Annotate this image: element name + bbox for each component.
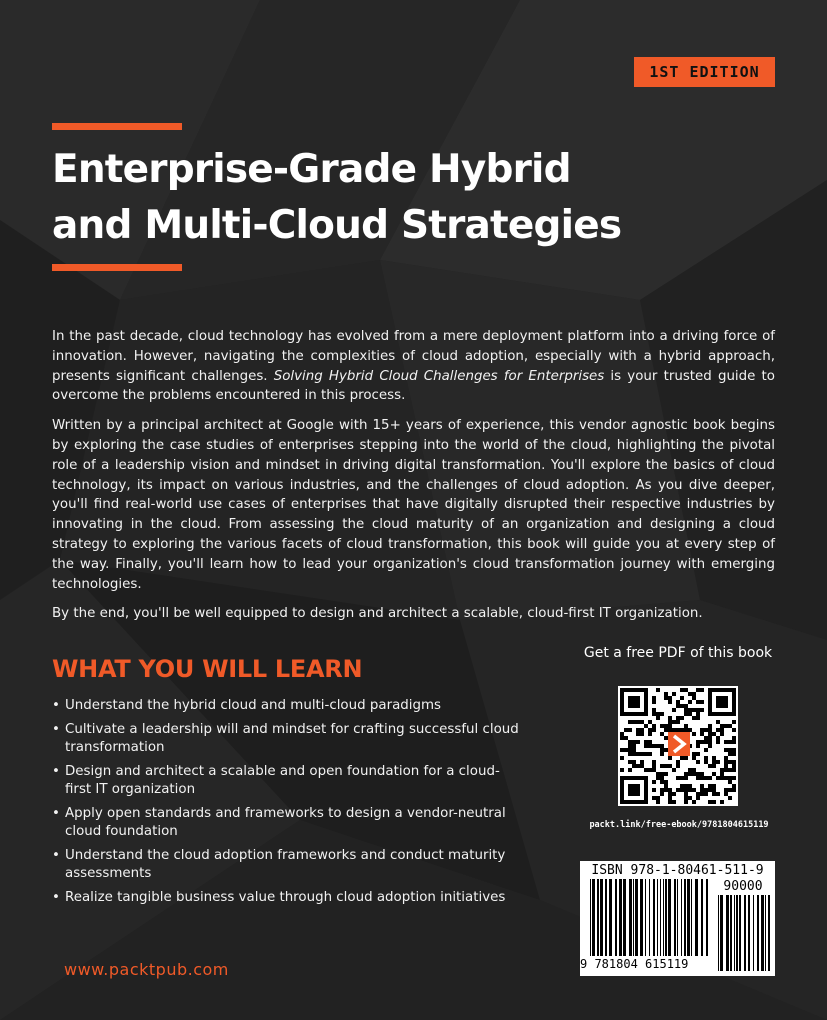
learn-item [52, 721, 522, 757]
bullet-icon: • [52, 764, 60, 779]
learn-item-text: Realize tangible business value through cloud adoption initiatives [65, 890, 506, 905]
description-p1-end: is your trusted guide to overcome the problems encountered in this process. [52, 368, 775, 404]
learn-list [52, 697, 522, 913]
bullet-icon: • [52, 722, 60, 737]
price-code: 90000 [723, 879, 763, 894]
bullet-icon: • [52, 890, 60, 905]
free-pdf-label: Get a free PDF of this book [583, 645, 773, 661]
description-p1-start: In the past decade, cloud technology has evolved from a mere deployment platform into a driving force of innovation. However, navigating the complexities of cloud adoption, especially with a hybrid approach, presents significant challenges. [52, 329, 775, 384]
book-title-line-2: and Multi-Cloud Strategies [52, 203, 622, 248]
publisher-website[interactable]: www.packtpub.com [64, 960, 229, 979]
learn-item [52, 763, 522, 799]
learn-item-text: Understand the hybrid cloud and multi-cloud paradigms [65, 698, 442, 713]
learn-item [52, 697, 522, 715]
learn-item-text: Apply open standards and frameworks to design a vendor-neutral cloud foundation [65, 806, 506, 839]
learn-item [52, 889, 522, 907]
bullet-icon: • [52, 806, 60, 821]
description-paragraph-1 [52, 327, 775, 406]
isbn-number: ISBN 978-1-80461-511-9 [591, 863, 764, 878]
learn-item [52, 805, 522, 841]
book-description [52, 327, 775, 634]
learn-heading: WHAT YOU WILL LEARN [52, 655, 363, 683]
ean-digits: 9 781804 615119 [580, 957, 689, 971]
bullet-icon: • [52, 848, 60, 863]
learn-item-text: Design and architect a scalable and open foundation for a cloud-first IT organization [65, 764, 500, 797]
learn-item-text: Cultivate a leadership will and mindset for crafting successful cloud transformation [65, 722, 519, 755]
learn-item [52, 847, 522, 883]
description-paragraph-3: By the end, you'll be well equipped to design and architect a scalable, cloud-first IT organization. [52, 606, 703, 622]
bullet-icon: • [52, 698, 60, 713]
description-p1-italic-title: Solving Hybrid Cloud Challenges for Enterprises [273, 368, 605, 384]
description-paragraph-2: Written by a principal architect at Google with 15+ years of experience, this vendor agnostic book begins by exploring the case studies of enterprises stepping into the world of the cloud, highlighting the pivotal role of a leadership vision and mindset in driving digital transformation. You'll explore the basics of cloud technology, its impact on various industries, and the challenges of cloud adoption. As you dive deeper, you'll find real-world use cases of enterprises that have digitally disrupted their respective industries by innovating in the cloud. From assessing the cloud maturity of an organization and designing a cloud strategy to exploring the various facets of cloud transformation, this book will guide you at every step of the way. Finally, you'll learn how to lead your organization's cloud transformation journey with emerging technologies. [52, 418, 775, 592]
title-top-rule [52, 123, 182, 130]
qr-code[interactable] [618, 686, 738, 806]
title-bottom-rule [52, 264, 182, 271]
qr-code-image [618, 686, 738, 806]
isbn-barcode [580, 861, 775, 976]
book-title-line-1: Enterprise-Grade Hybrid [52, 147, 571, 192]
book-title [52, 142, 772, 254]
learn-item-text: Understand the cloud adoption frameworks and conduct maturity assessments [65, 848, 506, 881]
edition-badge: 1ST EDITION [634, 57, 775, 87]
free-ebook-link[interactable]: packt.link/free-ebook/9781804615119 [589, 820, 769, 830]
